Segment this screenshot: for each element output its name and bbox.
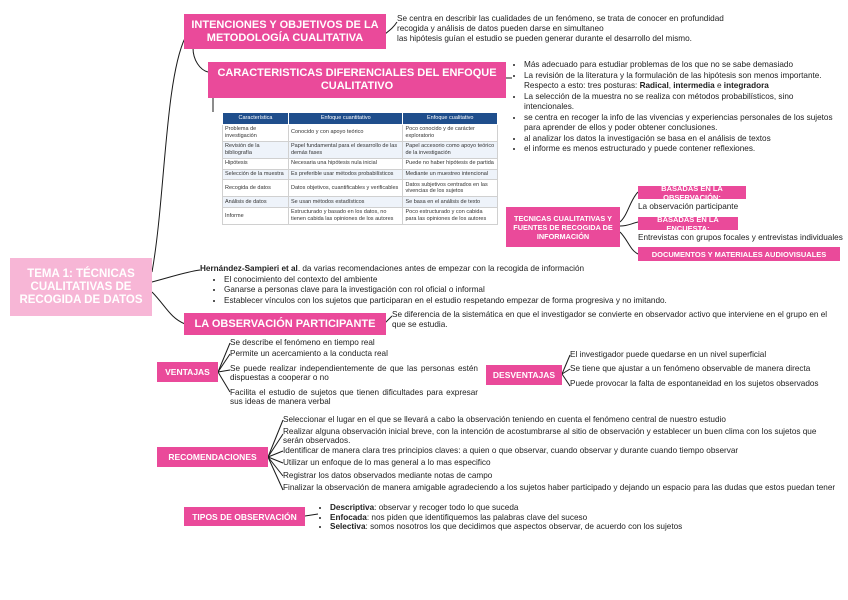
desventajas-title [486,365,562,385]
ventaja-item: Facilita el estudio de sujetos que tienen dificultades para expresar sus ideas de manera verbal [230,388,478,406]
table-cell: Es preferible usar métodos probabilísticos [289,169,403,180]
documentos-source-title [638,247,840,261]
tipos-list [318,503,838,532]
hernandez-block [200,264,700,306]
postura-radical: Radical [639,81,669,90]
caracteristica-bullet: • se centra en recoger la info de las vivencias y experiencias personales de los sujetos para aprender de ellos y poder obtener conclusiones. [524,113,838,134]
table-cell: Datos objetivos, cuantificables y verificables [289,180,403,197]
hernandez-intro-text: . da varias recomendaciones antes de empezar con la recogida de información [297,264,585,273]
table-cell: Conocido y con apoyo teórico [289,124,403,141]
ventaja-item: Se puede realizar independientemente de que las personas estén dispuestas a cooperar o no [230,364,478,382]
connector-ventajas-4 [218,372,230,392]
table-cell: Puede no haber hipótesis de partida [403,158,498,169]
hernandez-intro [200,264,700,275]
table-cell: Hipótesis [223,158,289,169]
connector-tecnicas-observacion [620,192,638,222]
tipo-term: Selectiva [330,522,366,531]
desventajas-title-label: DESVENTAJAS [492,370,556,380]
recomendaciones-title-label: RECOMENDACIONES [168,452,257,462]
recomendacion-item: Identificar de manera clara tres principios claves: a quien o que observar, cuando observar y durante cuando tiempo observar [283,446,739,455]
tipo-desc: : somos nosotros los que decidimos que aspectos observar, de acuerdo con los sujetos [365,522,683,531]
table-cell: Análisis de datos [223,197,289,208]
tipo-desc: : nos piden que identifiquemos las palabras clave del suceso [366,512,588,522]
table-cell: Papel accesorio como apoyo teórico de la investigación [403,141,498,158]
ventaja-item: Se describe el fenómeno en tiempo real [230,338,375,347]
intenciones-text-line-3: las hipótesis guían el estudio se pueden generar durante el desarrollo del mismo. [397,34,692,43]
caracteristica-bullet: • el informe es menos estructurado y puede contener reflexiones. [524,144,838,155]
encuesta-source-text: Entrevistas con grupos focales y entrevistas individuales [638,233,843,242]
ventajas-title-label: VENTAJAS [165,367,210,377]
table-row [223,169,498,180]
encuesta-source-label: BASADAS EN LA ENCUESTA: [657,214,719,233]
table-cell: Estructurado y basado en los datos, no tienen cabida las opiniones de los autores [289,207,403,224]
table-row [223,124,498,141]
table-cell: Necesaria una hipótesis nula inicial [289,158,403,169]
caracteristica-bullet: • Más adecuado para estudiar problemas de los que no se sabe demasiado [524,60,838,71]
tecnicas-title [506,207,620,247]
postura-sep: , [668,81,674,90]
observacion-source-text: La observación participante [638,202,739,211]
table-cell: Poco estructurado y con cabida para las opiniones de los autores [403,207,498,224]
comparison-table [222,112,498,225]
observacion-title-label: LA OBSERVACIÓN PARTICIPANTE [194,318,376,330]
tipo-desc: : observar y recoger todo lo que suceda [374,503,519,512]
desventaja-item: El investigador puede quedarse en un nivel superficial [570,350,767,359]
postura-integradora: integradora [723,81,769,90]
table-cell: Se usan métodos estadísticos [289,197,403,208]
table-header-cell: Enfoque cuantitativo [289,113,403,125]
connector-intenciones-text [385,22,397,34]
ventaja-item: Permite un acercamiento a la conducta real [230,349,388,358]
documentos-source-label: DOCUMENTOS Y MATERIALES AUDIOVISUALES [651,249,827,259]
connector-desventajas-3 [562,374,570,386]
table-cell: Revisión de la bibliografía [223,141,289,158]
intenciones-text-line-2: recogida y análisis de datos pueden darse en simultaneo [397,24,604,33]
connector-observacion-text [385,316,392,323]
table-row [223,207,498,224]
table-row [223,158,498,169]
tipo-term: Enfocada [330,512,367,522]
recomendaciones-title [157,447,268,467]
connector-central-intenciones [152,38,185,272]
table-cell: Recogida de datos [223,180,289,197]
table-row [223,180,498,197]
postura-intermedia: intermedia [673,81,715,90]
ventajas-title [157,362,218,382]
table-cell: Informe [223,207,289,224]
caracteristicas-title-label: CARACTERISTICAS DIFERENCIALES DEL ENFOQUE CUALITATIVO [217,67,497,92]
caracteristicas-bullets [512,60,838,155]
table-cell: Poco conocido y de carácter exploratorio [403,124,498,141]
central-topic [10,258,152,316]
connector-tecnicas-documentos [620,232,638,254]
caracteristica-bullet-text: La revisión de la literatura y la formulación de las hipótesis son menos importante. Respecto a esto: tres posturas: [524,70,822,90]
central-topic-label: TEMA 1: TÉCNICAS CUALITATIVAS DE RECOGIDA DE DATOS [19,267,143,306]
intenciones-text-line-1: Se centra en describir las cualidades de un fenómeno, se trata de conocer en profundidad [397,14,724,23]
observacion-source-label: BASADAS EN LA OBSERVACIÓN: [661,183,723,202]
table-cell: Selección de la muestra [223,169,289,180]
hernandez-bullet: • Ganarse a personas clave para la investigación con rol oficial o informal [224,285,700,296]
caracteristica-bullet: • La selección de la muestra no se realiza con métodos probabilísticos, sino intencionales. [524,92,838,113]
table-header-cell: Enfoque cualitativo [403,113,498,125]
tipos-title [184,507,305,526]
table-cell: Papel fundamental para el desarrollo de las demás fases [289,141,403,158]
table-cell: Mediante un muestreo intencional [403,169,498,180]
intenciones-title-label: INTENCIONES Y OBJETIVOS DE LA METODOLOGÍA CUALITATIVA [191,18,379,44]
hernandez-bullet: • Establecer vínculos con los sujetos que participaran en el estudio respetando empezar de forma progresiva y no imitando. [224,296,700,307]
recomendacion-item: Seleccionar el lugar en el que se llevará a cabo la observación teniendo en cuenta el fenómeno central de nuestro estudio [283,415,726,424]
connector-central-hernandez [152,270,200,282]
caracteristicas-title [208,62,506,98]
tecnicas-title-label: TECNICAS CUALITATIVAS Y FUENTES DE RECOGIDA DE INFORMACIÓN [513,213,613,241]
encuesta-source-title [638,214,738,233]
observacion-title [184,313,386,335]
connector-intenciones-caracteristicas [193,48,208,72]
connector-central-observacion [152,292,185,324]
hernandez-author: Hernández-Sampieri et al [200,264,298,273]
caracteristica-bullet [524,71,838,92]
table-row [223,197,498,208]
table-row [223,141,498,158]
connector-tecnicas-encuesta [620,222,638,226]
desventaja-item: Se tiene que ajustar a un fenómeno observable de manera directa [570,364,811,373]
table-cell: Problema de investigación [223,124,289,141]
recomendacion-item: Registrar los datos observados mediante notas de campo [283,471,493,480]
tipo-item [330,513,838,523]
hernandez-bullet: • El conocimiento del contexto del ambiente [224,275,700,286]
table-cell: Datos subjetivos centrados en las vivencias de los sujetos [403,180,498,197]
connector-tipos [305,514,318,516]
tipo-item [330,503,838,513]
observacion-text: Se diferencia de la sistemática en que el investigador se convierte en observador activo que interviene en el grupo en el que se estudia. [392,310,828,329]
intenciones-title [184,14,386,49]
table-cell: Se basa en el análisis de texto [403,197,498,208]
tipo-item [330,522,838,532]
postura-and: e [714,81,724,90]
intenciones-text [397,14,817,44]
desventaja-item: Puede provocar la falta de espontaneidad en los sujetos observados [570,379,819,388]
recomendacion-item: Finalizar la observación de manera amigable agradeciendo a los sujetos haber participado y dejando un espacio para las dudas que estos puedan tener [283,483,836,492]
observacion-source-title [638,183,746,202]
connector-ventajas-3 [218,370,230,372]
caracteristica-bullet: • al analizar los datos la investigación se basa en el análisis de textos [524,134,838,145]
recomendacion-item: Realizar alguna observación inicial breve, con la intención de acostumbrarse al sitio de observación y establecer un buen clima con los sujetos que serán observados. [283,427,817,445]
recomendacion-item: Utilizar un enfoque de lo mas general a lo mas especifico [283,458,491,467]
tipo-term: Descriptiva [330,503,375,512]
table-header-cell: Característica [223,113,289,125]
tipos-title-label: TIPOS DE OBSERVACIÓN [192,511,297,522]
